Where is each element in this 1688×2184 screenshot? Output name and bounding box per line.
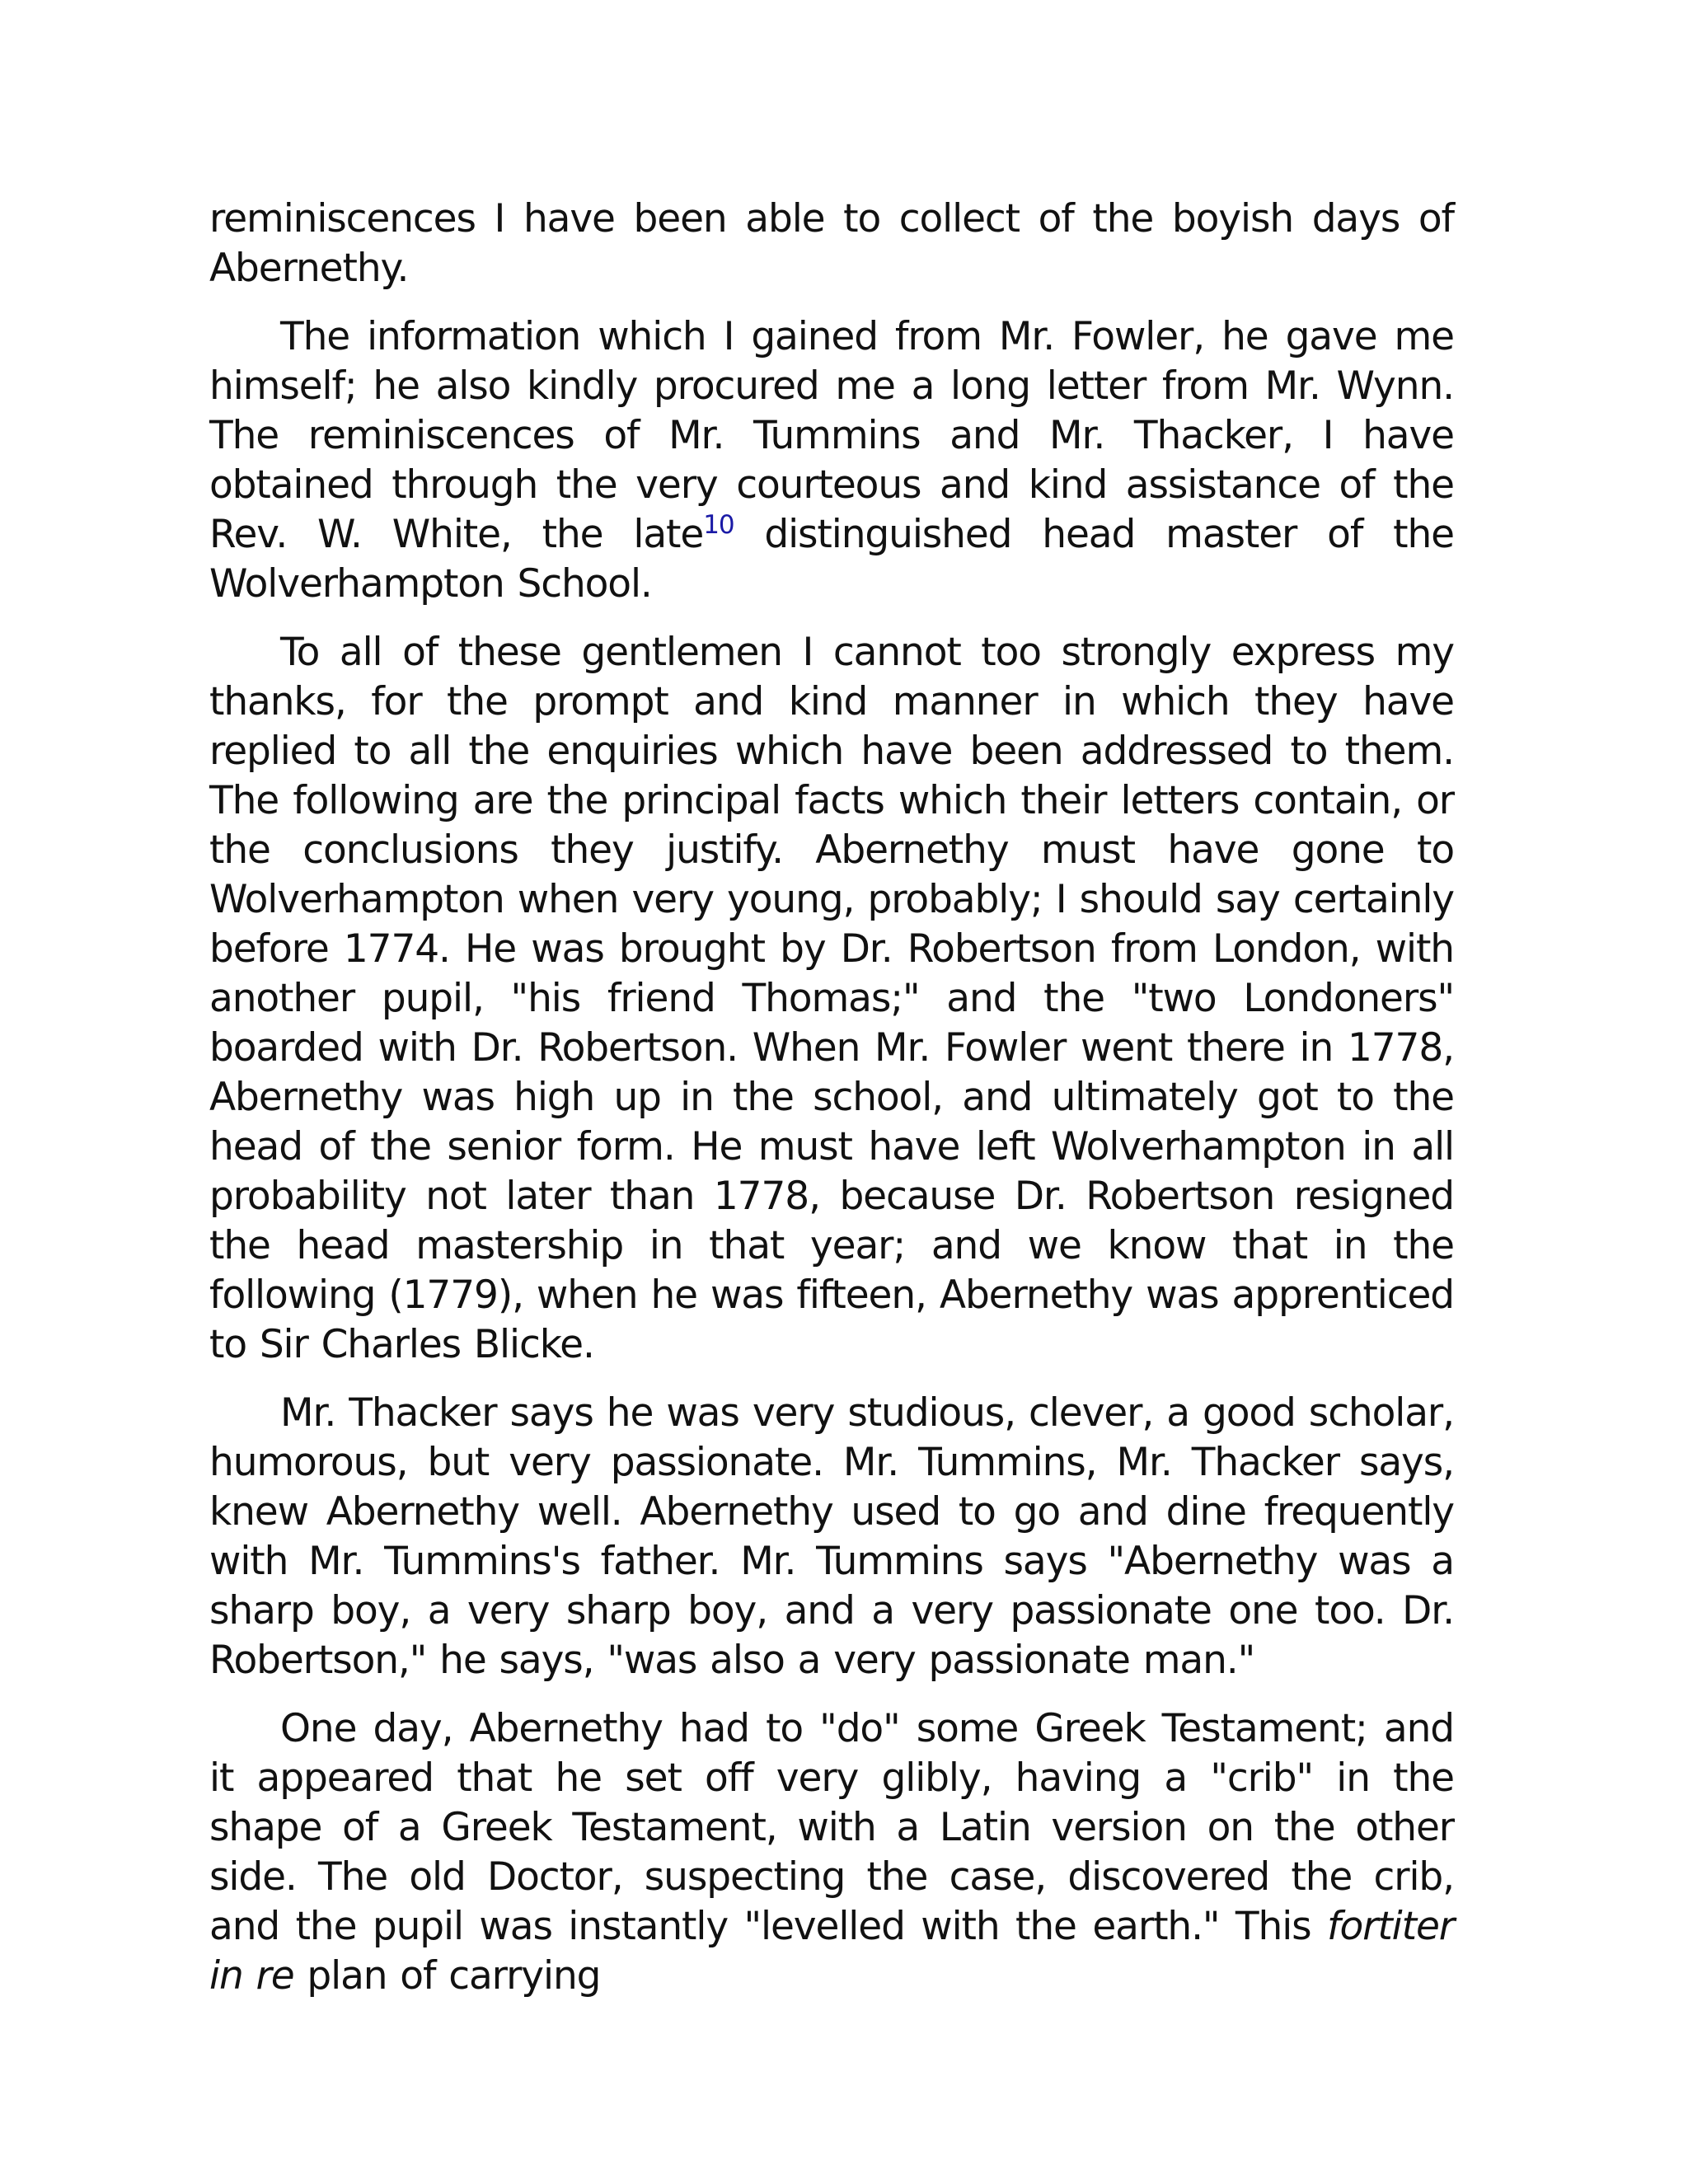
paragraph-sources	[209, 312, 1454, 609]
paragraph-text-before-italic: One day, Abernethy had to "do" some Greek Testament; and it appeared that he set off very glibly, having a "crib" in the shape of a Greek Testament, with a Latin version on the other side. The old Doctor, suspecting the case, discovered the crib, and the pupil was instantly "levelled with the earth." This	[209, 1706, 1454, 1949]
paragraph-text-after-footnote: distinguished head master of the Wolverhampton School.	[209, 512, 1454, 607]
paragraph-thacker: Mr. Thacker says he was very studious, clever, a good scholar, humorous, but very passionate. Mr. Tummins, Mr. Thacker says, knew Abernethy well. Abernethy used to go and dine frequently with Mr. Tummins's father. Mr. Tummins says "Abernethy was a sharp boy, a very sharp boy, and a very passionate one too. Dr. Robertson," he says, "was also a very passionate man."	[209, 1390, 1454, 1683]
paragraph-continuation: reminiscences I have been able to collect of the boyish days of Abernethy.	[209, 196, 1454, 291]
paragraph-thanks: To all of these gentlemen I cannot too strongly express my thanks, for the prompt and kind manner in which they have replied to all the enquiries which have been addressed to them. The following are the principal facts which their letters contain, or the conclusions they justify. Abernethy must have gone to Wolverhampton when very young, probably; I should say certainly before 1774. He was brought by Dr. Robertson from London, with another pupil, "his friend Thomas;" and the "two Londoners" boarded with Dr. Robertson. When Mr. Fowler went there in 1778, Abernethy was high up in the school, and ultimately got to the head of the senior form. He must have left Wolverhampton in all probability not later than 1778, because Dr. Robertson resigned the head mastership in that year; and we know that in the following (1779), when he was fifteen, Abernethy was apprenticed to Sir Charles Blicke.	[209, 630, 1454, 1367]
paragraph-greek-testament	[209, 1704, 1454, 2001]
paragraph-text-after-italic: plan of carrying	[293, 1953, 601, 1999]
paragraph-text-before-footnote: The information which I gained from Mr. Fowler, he gave me himself; he also kindly procured me a long letter from Mr. Wynn. The reminiscences of Mr. Tummins and Mr. Thacker, I have obtained through the very courteous and kind assistance of the Rev. W. White, the late	[209, 314, 1454, 557]
footnote-link[interactable]	[703, 512, 734, 557]
document-page	[209, 194, 1454, 2020]
footnote-reference: 10	[703, 510, 734, 540]
italic-phrase: fortiter in re	[209, 1904, 1454, 1999]
